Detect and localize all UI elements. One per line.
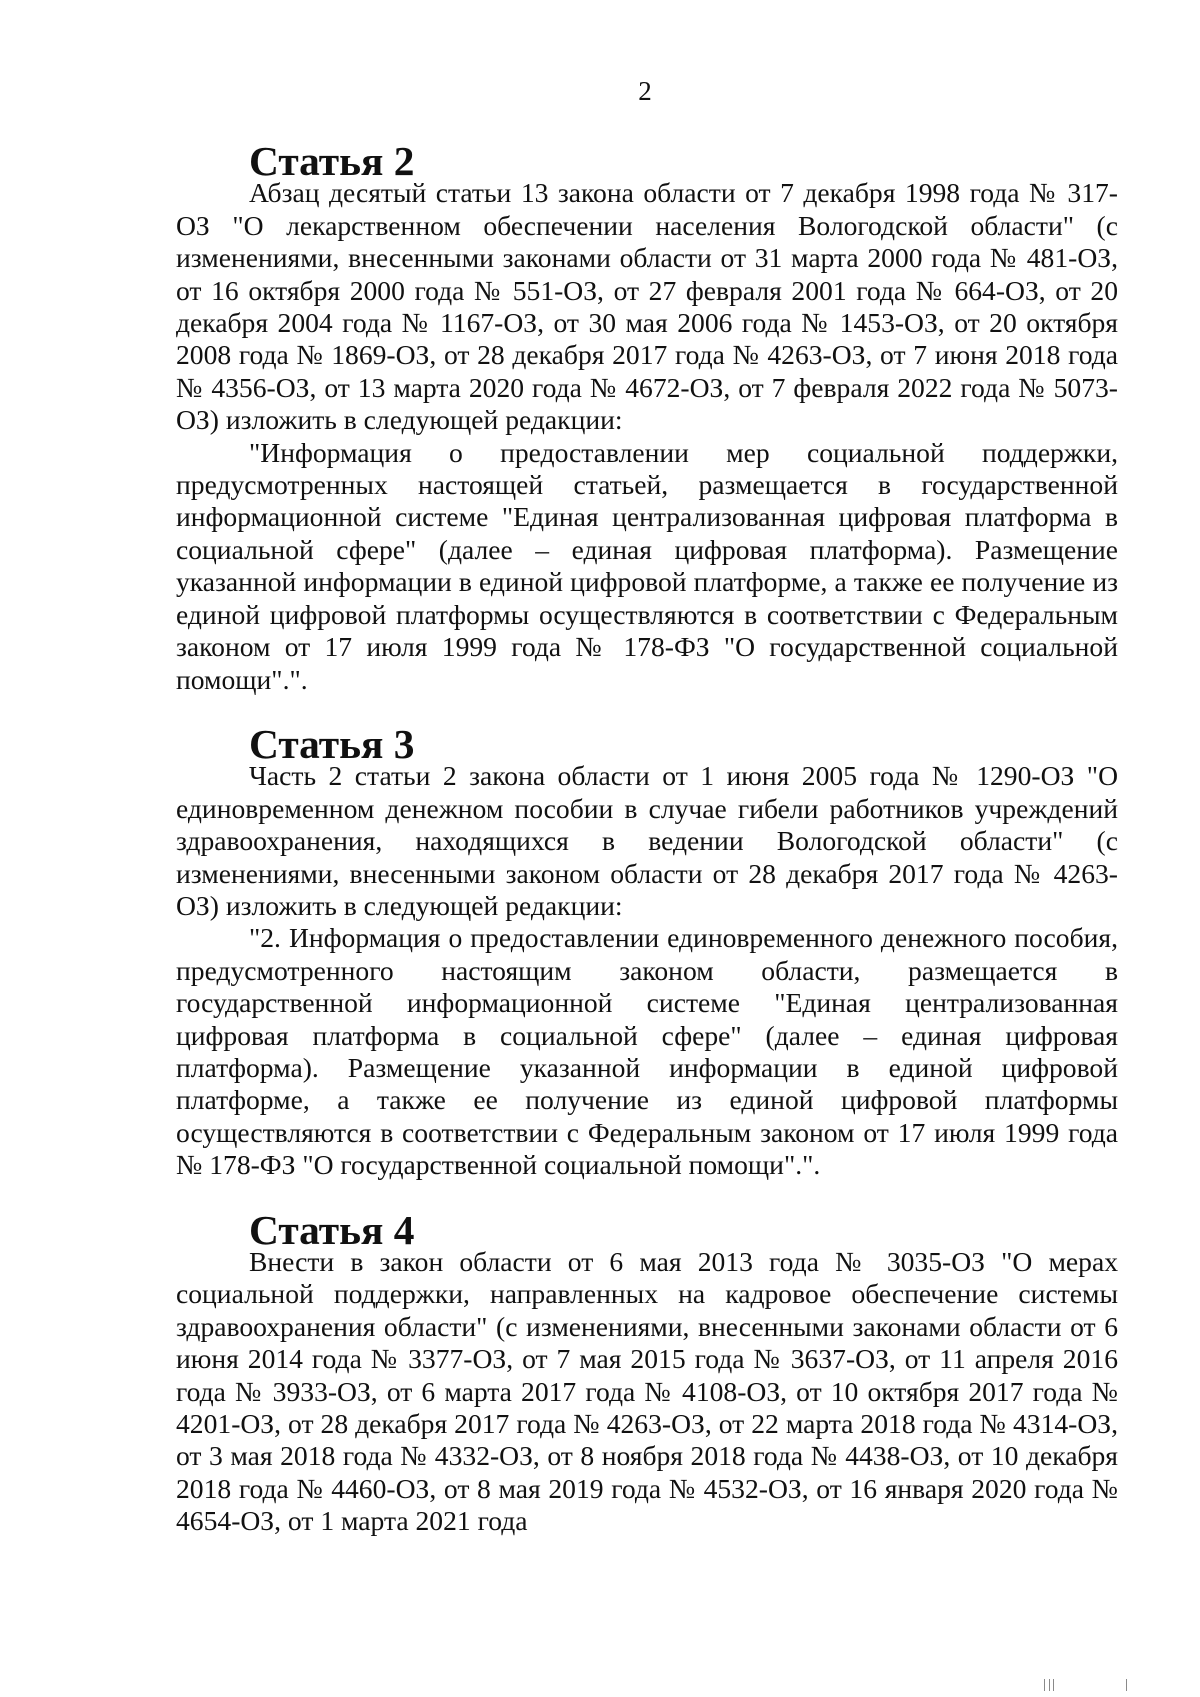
article-4 [176,1206,1118,1538]
article-paragraph: Абзац десятый статьи 13 закона области от 7 декабря 1998 года № 317-ОЗ "О лекарственном обеспечении населения Вологодской области" (с изменениями, внесенными законами области от 31 марта 2000 года № 481-ОЗ, от 16 октября 2000 года № 551-ОЗ, от 27 февраля 2001 года № 664-ОЗ, от 20 декабря 2004 года № 1167-ОЗ, от 30 мая 2006 года № 1453-ОЗ, от 20 октября 2008 года № 1869-ОЗ, от 28 декабря 2017 года № 4263-ОЗ, от 7 июня 2018 года № 4356-ОЗ, от 13 марта 2020 года № 4672-ОЗ, от 7 февраля 2022 года № 5073-ОЗ) изложить в следующей редакции: [176,177,1118,436]
scan-marks [1040,1677,1130,1691]
document-body [176,138,1118,1538]
article-paragraph: "Информация о предоставлении мер социальной поддержки, предусмотренных настоящей статьей, размещается в государственной информационной системе "Единая централизованная цифровая платформа в социальной сфере" (далее – единая цифровая платформа). Размещение указанной информации в единой цифровой платформе, а также ее получение из единой цифровой платформы осуществляются в соответствии с Федеральным законом от 17 июля 1999 года № 178-ФЗ "О государственной социальной помощи".". [176,436,1118,695]
article-heading: Статья 2 [249,138,415,184]
article-2 [176,138,1118,696]
article-heading: Статья 4 [249,1206,415,1253]
article-3 [176,720,1118,1182]
article-paragraph: Внести в закон области от 6 мая 2013 года № 3035-ОЗ "О мерах социальной поддержки, направленных на кадровое обеспечение системы здравоохранения области" (с изменениями, внесенными законами области от 6 июня 2014 года № 3377-ОЗ, от 7 мая 2015 года № 3637-ОЗ, от 11 апреля 2016 года № 3933-ОЗ, от 6 марта 2017 года № 4108-ОЗ, от 10 октября 2017 года № 4201-ОЗ, от 28 декабря 2017 года № 4263-ОЗ, от 22 марта 2018 года № 4314-ОЗ, от 3 мая 2018 года № 4332-ОЗ, от 8 ноября 2018 года № 4438-ОЗ, от 10 декабря 2018 года № 4460-ОЗ, от 8 мая 2019 года № 4532-ОЗ, от 16 января 2020 года № 4654-ОЗ, от 1 марта 2021 года [176,1246,1118,1537]
article-paragraph: "2. Информация о предоставлении единовременного денежного пособия, предусмотренного настоящим законом области, размещается в государственной информационной системе "Единая централизованная цифровая платформа в социальной сфере" (далее – единая цифровая платформа). Размещение указанной информации в единой цифровой платформе, а также ее получение из единой цифровой платформы осуществляются в соответствии с Федеральным законом от 17 июля 1999 года № 178-ФЗ "О государственной социальной помощи".". [176,922,1118,1181]
page-number: 2 [638,76,652,106]
article-paragraph: Часть 2 статьи 2 закона области от 1 июня 2005 года № 1290-ОЗ "О единовременном денежном пособии в случае гибели работников учреждений здравоохранения, находящихся в ведении Вологодской области" (с изменениями, внесенными законом области от 28 декабря 2017 года № 4263-ОЗ) изложить в следующей редакции: [176,760,1118,921]
article-heading: Статья 3 [249,720,415,767]
